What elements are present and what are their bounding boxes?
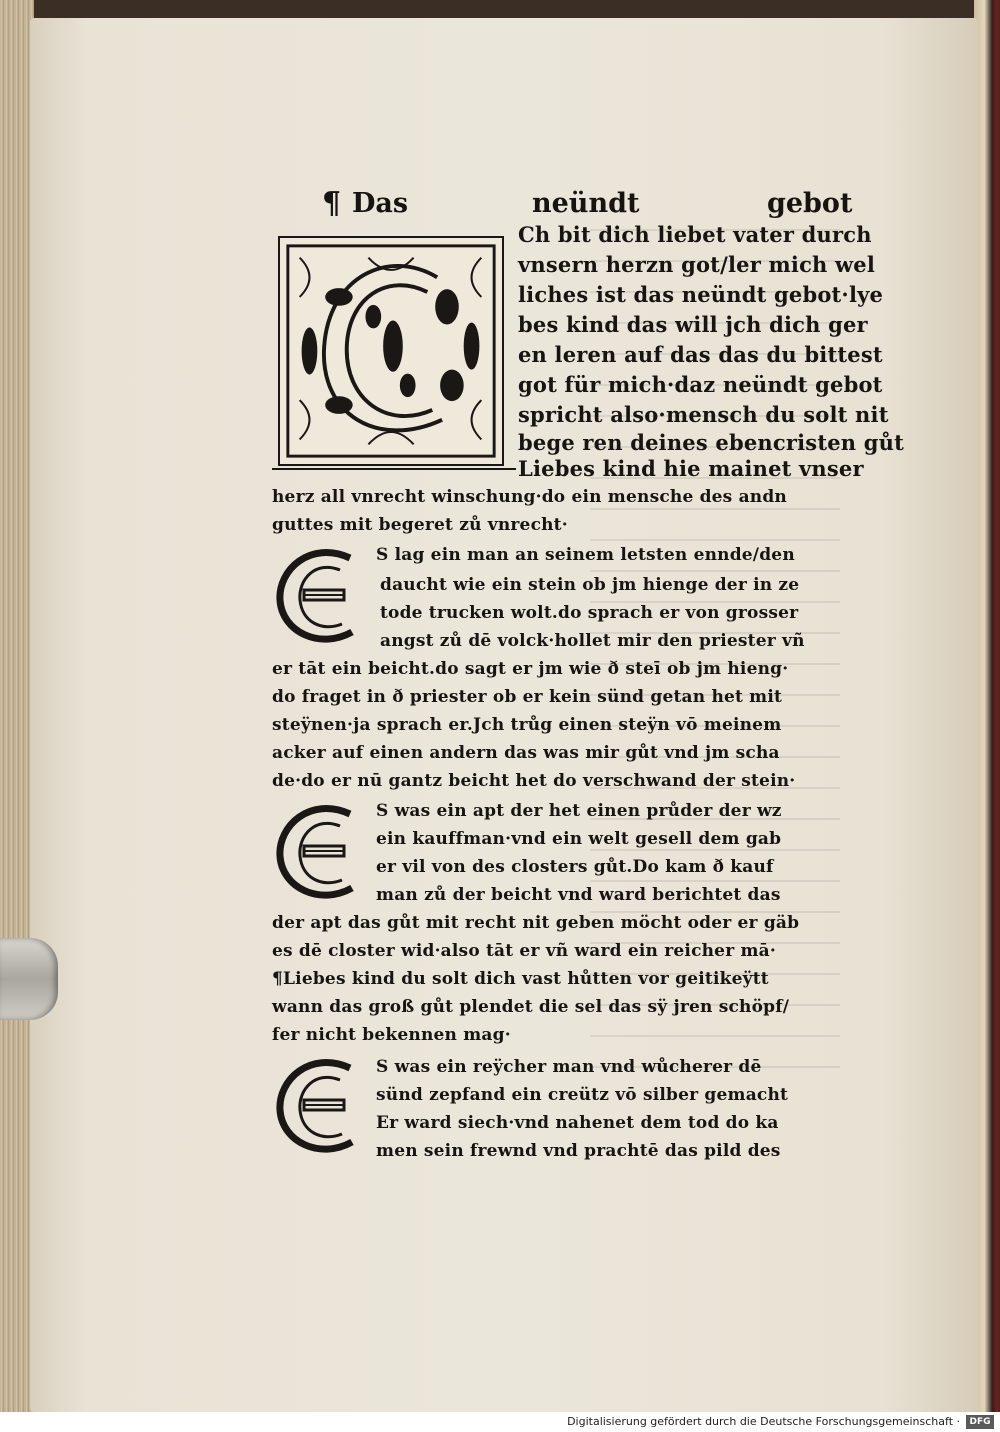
text-line: sünd zepfand ein creütz vō silber gemacht bbox=[376, 1085, 789, 1105]
text-line: wann das groß gůt plendet die sel das sÿ jren schöpf/ bbox=[272, 997, 790, 1017]
initial-e-icon bbox=[270, 796, 366, 906]
heading-word: gebot bbox=[767, 188, 853, 219]
text-line: vnsern herzn got/ler mich wel bbox=[518, 252, 876, 277]
text-line: liches ist das neündt gebot·lye bbox=[518, 282, 884, 307]
text-line: ¶Liebes kind du solt dich vast hůtten vor geitikeÿtt bbox=[272, 969, 769, 989]
text-line: spricht also·mensch du solt nit bbox=[518, 402, 889, 427]
text-line: der apt das gůt mit recht nit geben möcht oder er gäb bbox=[272, 913, 800, 933]
text-line: acker auf einen andern das was mir gůt vnd jm scha bbox=[272, 743, 780, 763]
text-line: en leren auf das das du bittest bbox=[518, 342, 883, 367]
initial-underline bbox=[272, 468, 516, 470]
text-line: Ch bit dich liebet vater durch bbox=[518, 222, 872, 247]
text-line: er tāt ein beicht.do sagt er jm wie ð steī ob jm hieng· bbox=[272, 659, 789, 679]
pilcrow-mark: ¶ bbox=[322, 186, 342, 221]
text-line: steÿnen·ja sprach er.Jch trůg einen steÿn vō meinem bbox=[272, 715, 782, 735]
text-line: Liebes kind hie mainet vnser bbox=[518, 456, 864, 481]
text-line: bes kind das will jch dich ger bbox=[518, 312, 868, 337]
text-line: bege ren deines ebencristen gůt bbox=[518, 430, 905, 455]
text-line: S was ein reÿcher man vnd wůcherer dē bbox=[376, 1057, 762, 1077]
clasp bbox=[0, 938, 58, 1020]
heading-word: Das bbox=[352, 188, 409, 219]
text-line: men sein frewnd vnd prachtē das pild des bbox=[376, 1141, 781, 1161]
text-line: es dē closter wid·also tāt er vñ ward ein reicher mā· bbox=[272, 941, 776, 961]
text-line: guttes mit begeret zů vnrecht· bbox=[272, 515, 568, 535]
text-line: Er ward siech·vnd nahenet dem tod do ka bbox=[376, 1113, 779, 1133]
text-line: man zů der beicht vnd ward berichtet das bbox=[376, 885, 781, 905]
text-line: S lag ein man an seinem letsten ennde/den bbox=[376, 545, 795, 565]
text-line: herz all vnrecht winschung·do ein mensche des andn bbox=[272, 487, 787, 507]
digitization-footer bbox=[0, 1412, 1000, 1432]
text-line: angst zů dē volck·hollet mir den priester vñ bbox=[380, 631, 805, 651]
text-line: got für mich·daz neündt gebot bbox=[518, 372, 883, 397]
initial-e-icon bbox=[270, 1050, 366, 1160]
text-line: S was ein apt der het einen průder der wz bbox=[376, 801, 782, 821]
book-page-edges bbox=[0, 0, 34, 1412]
text-line: do fraget in ð priester ob er kein sünd getan het mit bbox=[272, 687, 783, 707]
dfg-logo: DFG bbox=[966, 1415, 994, 1429]
funding-credit: Digitalisierung gefördert durch die Deutsche Forschungsgemeinschaft · bbox=[567, 1415, 960, 1428]
text-line: er vil von des closters gůt.Do kam ð kauf bbox=[376, 857, 774, 877]
decorated-initial-c-icon bbox=[278, 236, 504, 466]
text-line: tode trucken wolt.do sprach er von grosser bbox=[380, 603, 799, 623]
heading-word: neündt bbox=[532, 188, 640, 219]
initial-e-icon bbox=[270, 540, 366, 650]
text-line: ein kauffman·vnd ein welt gesell dem gab bbox=[376, 829, 782, 849]
text-line: fer nicht bekennen mag· bbox=[272, 1025, 511, 1045]
text-line: de·do er nū gantz beicht het do verschwand der stein· bbox=[272, 771, 796, 791]
text-line: daucht wie ein stein ob jm hienge der in ze bbox=[380, 575, 800, 595]
